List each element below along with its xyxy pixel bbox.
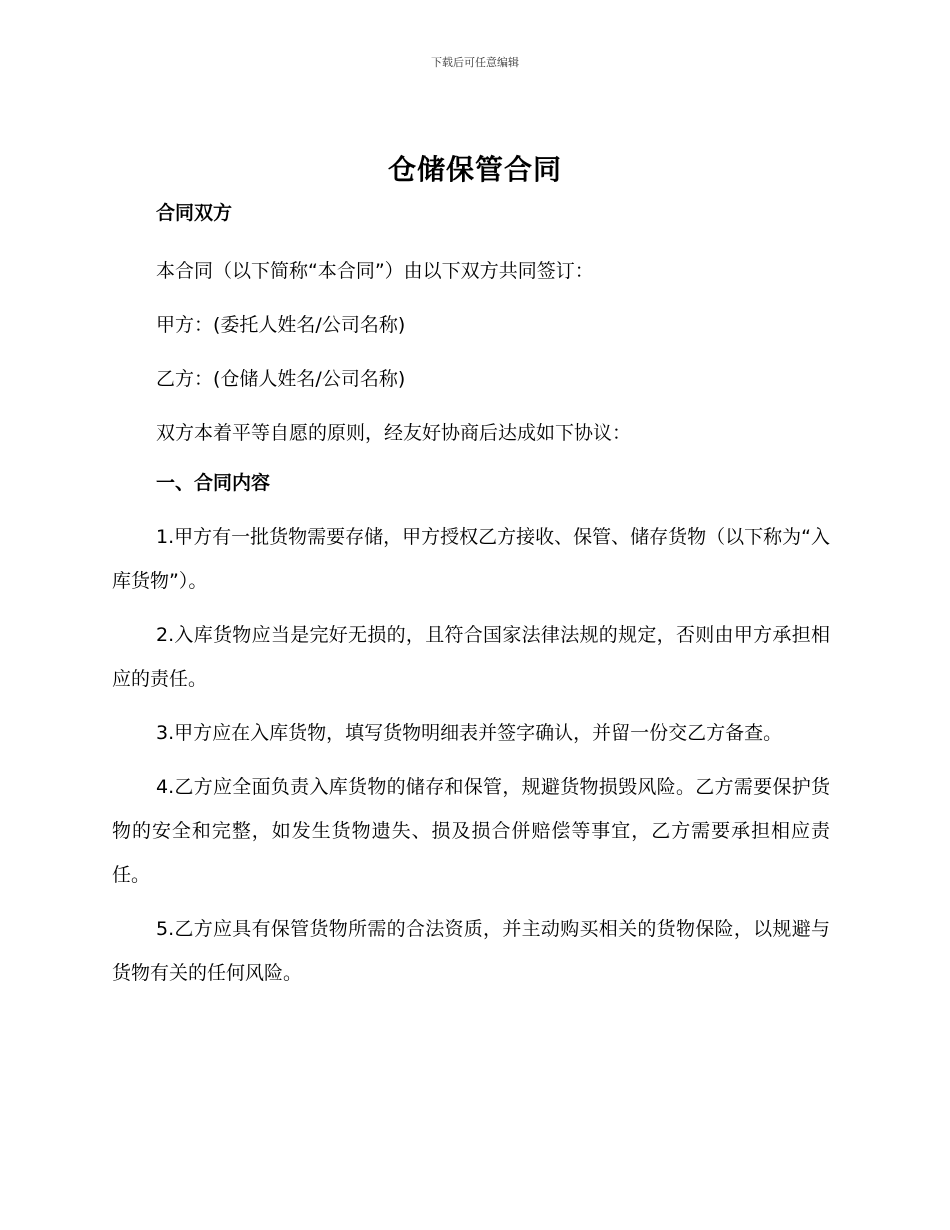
agreement-paragraph: 双方本着平等自愿的原则，经友好协商后达成如下协议： xyxy=(156,422,632,444)
party-a-line: 甲方：(委托人姓名/公司名称) xyxy=(156,314,406,336)
clause-2: 2.入库货物应当是完好无损的，且符合国家法律法规的规定，否则由甲方承担相应的责任。 xyxy=(112,624,830,690)
clause-1: 1.甲方有一批货物需要存储，甲方授权乙方接收、保管、储存货物（以下称为“入库货物”）。 xyxy=(112,526,830,592)
clause-4: 4.乙方应全面负责入库货物的储存和保管，规避货物损毁风险。乙方需要保护货物的安全和完整，如发生货物遗失、损及损合併赔偿等事宜，乙方需要承担相应责任。 xyxy=(112,776,830,886)
parties-heading: 合同双方 xyxy=(156,202,233,224)
document-body xyxy=(112,195,830,1005)
clause-5: 5.乙方应具有保管货物所需的合法资质，并主动购买相关的货物保险，以规避与货物有关的任何风险。 xyxy=(112,918,830,984)
party-b-line: 乙方：(仓储人姓名/公司名称) xyxy=(156,368,406,390)
clause-3: 3.甲方应在入库货物，填写货物明细表并签字确认，并留一份交乙方备查。 xyxy=(156,722,783,744)
document-title: 仓储保管合同 xyxy=(387,153,562,186)
content-heading: 一、合同内容 xyxy=(156,472,271,494)
intro-paragraph: 本合同（以下简称“本合同”）由以下双方共同签订： xyxy=(156,260,594,282)
header-note: 下载后可任意编辑 xyxy=(431,56,519,69)
